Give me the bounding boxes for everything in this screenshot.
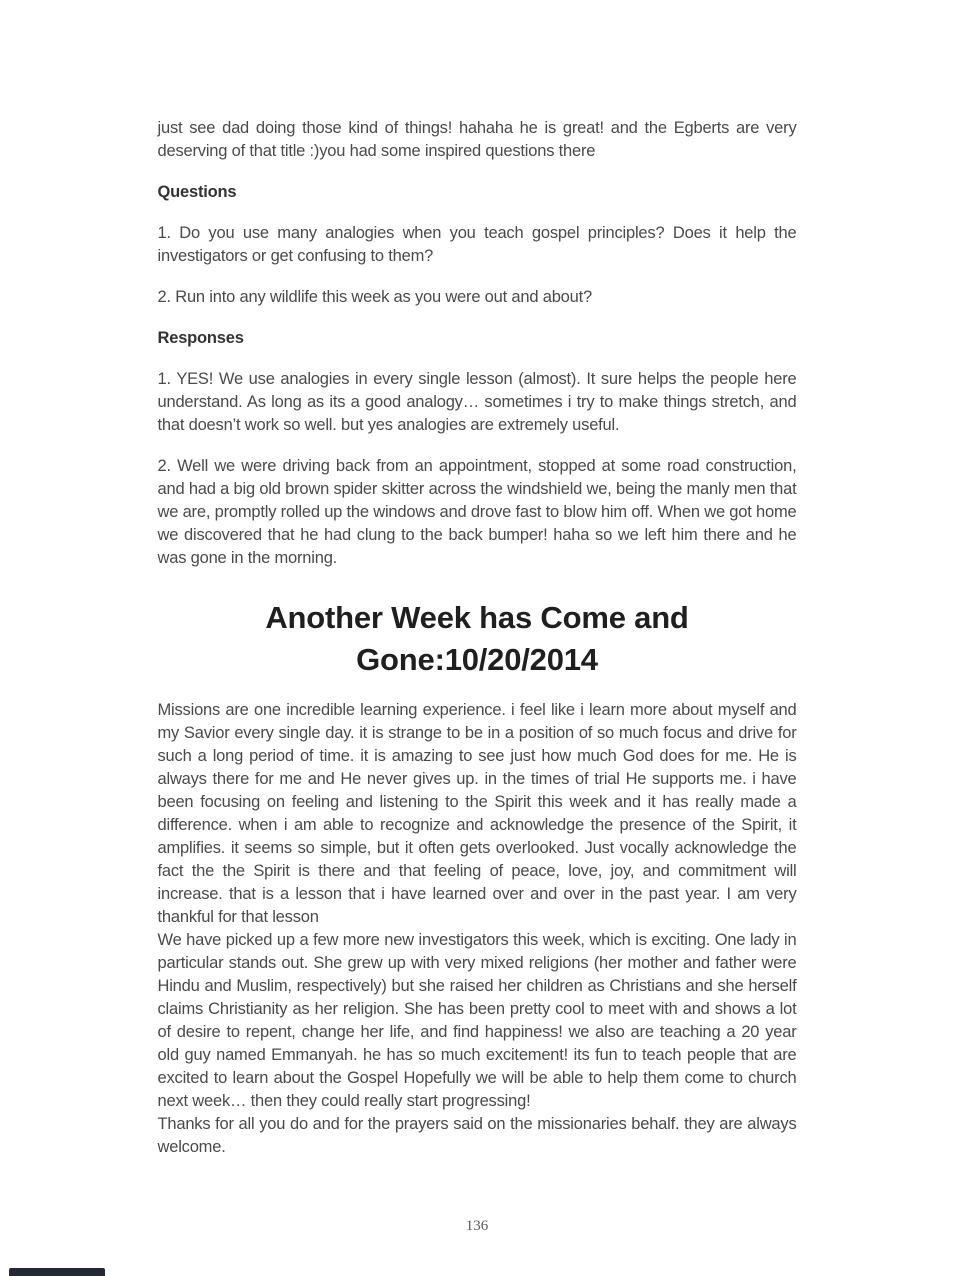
intro-paragraph: just see dad doing those kind of things! hahaha he is great! and the Egberts are very deserving of that title :)you had some inspired questions there: [157, 119, 797, 160]
post-paragraph-2: We have picked up a few more new investigators this week, which is exciting. One lady in particular stands out. She grew up with very mixed religions (her mother and father were Hindu and Muslim, respectively) but she raised her children as Christians and she herself claims Christianity as her religion. She has been pretty cool to meet with and shows a lot of desire to repent, change her life, and find happiness! we also are teaching a 20 year old guy named Emmanyah. he has so much excitement! its fun to teach people that are excited to learn about the Gospel Hopefully we will be able to help them come to church next week… then they could really start progressing!: [157, 931, 797, 1110]
bottom-left-dark-bar: [9, 1268, 105, 1276]
post-title: Another Week has Come and Gone:10/20/2014: [265, 600, 689, 677]
post-paragraph-1: Missions are one incredible learning experience. i feel like i learn more about myself and my Savior every single day. it is strange to be in a position of so much focus and drive for such a long period of time. it is amazing to see just how much God does for me. He is always there for me and He never gives up. in the times of trial He supports me. i have been focusing on feeling and listening to the Spirit this week and it has really made a difference. when i am able to recognize and acknowledge the presence of the Spirit, it amplifies. it seems so simple, but it often gets overlooked. Just vocally acknowledge the fact the the Spirit is there and that feeling of peace, love, joy, and commitment will increase. that is a lesson that i have learned over and over in the past year. I am very thankful for that lesson: [157, 701, 797, 926]
page-content: [158, 0, 797, 1159]
post-paragraph-3: Thanks for all you do and for the prayers said on the missionaries behalf. they are always welcome.: [157, 1115, 797, 1156]
response-item-2: 2. Well we were driving back from an appointment, stopped at some road construction, and had a big old brown spider skitter across the windshield we, being the manly men that we are, promptly rolled up the windows and drove fast to blow him off. When we got home we discovered that he had clung to the back bumper! haha so we left him there and he was gone in the morning.: [157, 457, 797, 567]
question-item-1: 1. Do you use many analogies when you teach gospel principles? Does it help the investigators or get confusing to them?: [157, 224, 797, 265]
post-body: [158, 699, 797, 1159]
question-item-2: 2. Run into any wildlife this week as you were out and about?: [157, 288, 592, 306]
responses-heading: Responses: [157, 329, 244, 347]
response-item-1: 1. YES! We use analogies in every single lesson (almost). It sure helps the people here understand. As long as its a good analogy… sometimes i try to make things stretch, and that doesn’t work so well. but yes analogies are extremely useful.: [157, 370, 797, 434]
page-number: 136: [465, 1218, 489, 1234]
questions-heading: Questions: [157, 183, 237, 201]
